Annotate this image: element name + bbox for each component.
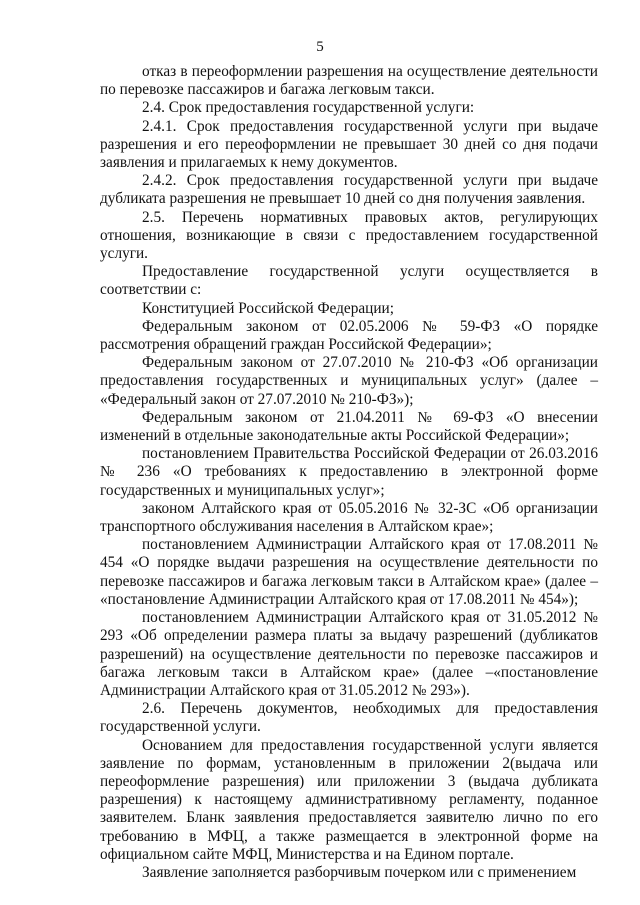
paragraph-application-basis: Основанием для предоставления государственной услуги является заявление по формам, установленным в приложении 2(выдача или переоформление разрешения) или приложении 3 (выдача дубликата разрешения) к настоящему административному регламенту, поданное заявителем. Бланк заявления предоставляется заявителю лично по его требованию в МФЦ, а также размещается в электронной форме на официальном сайте МФЦ, Министерства и на Едином портале. [100,736,598,863]
paragraph-2-4-1: 2.4.1. Срок предоставления государственной услуги при выдаче разрешения и его переоформлении не превышает 30 дней со дня подачи заявления и прилагаемых к нему документов. [100,117,598,172]
paragraph-2-5-heading: 2.5. Перечень нормативных правовых актов, регулирующих отношения, возникающие в связи с предоставлением государственной услуги. [100,208,598,263]
list-item-altai-law-32zs: законом Алтайского края от 05.05.2016 № 32-ЗС «Об организации транспортного обслуживания населения в Алтайском крае»; [100,499,598,536]
document-body [100,63,598,882]
paragraph-application-filling: Заявление заполняется разборчивым почерком или с применением [142,863,577,881]
paragraph-2-6-heading: 2.6. Перечень документов, необходимых для предоставления государственной услуги. [100,700,598,736]
list-item-constitution: Конституцией Российской Федерации; [142,299,394,317]
paragraph-refusal-reissue: отказ в переоформлении разрешения на осуществление деятельности по перевозке пассажиров и багажа легковым такси. [100,63,598,99]
list-item-law-210fz: Федеральным законом от 27.07.2010 № 210-ФЗ «Об организации предоставления государственных и муниципальных услуг» (далее – «Федеральный закон от 27.07.2010 № 210-ФЗ»); [100,354,598,408]
list-item-government-decree-236: постановлением Правительства Российской Федерации от 26.03.2016 № 236 «О требованиях к предоставлению в электронной форме государственных и муниципальных услуг»; [100,445,598,499]
list-item-altai-decree-293: постановлением Администрации Алтайского края от 31.05.2012 № 293 «Об определении размера платы за выдачу разрешений (дубликатов разрешений) на осуществление деятельности по перевозке пассажиров и багажа легковым такси в Алтайском крае» (далее –«постановление Администрации Алтайского края от 31.05.2012 № 293»). [100,609,598,699]
list-item-law-69fz: Федеральным законом от 21.04.2011 № 69-ФЗ «О внесении изменений в отдельные законодательные акты Российской Федерации»; [100,408,598,445]
paragraph-service-basis: Предоставление государственной услуги осуществляется в соответствии с: [100,263,598,299]
list-item-altai-decree-454: постановлением Администрации Алтайского края от 17.08.2011 № 454 «О порядке выдачи разрешения на осуществление деятельности по перевозке пассажиров и багажа легковым такси в Алтайском крае» (далее – «постановление Администрации Алтайского края от 17.08.2011 № 454»); [100,536,598,608]
page-number: 5 [316,39,324,55]
paragraph-2-4-2: 2.4.2. Срок предоставления государственной услуги при выдаче дубликата разрешения не превышает 10 дней со дня получения заявления. [100,172,598,208]
list-item-law-59fz: Федеральным законом от 02.05.2006 № 59-ФЗ «О порядке рассмотрения обращений граждан Российской Федерации»; [100,317,598,354]
paragraph-2-4-heading: 2.4. Срок предоставления государственной услуги: [142,99,475,117]
